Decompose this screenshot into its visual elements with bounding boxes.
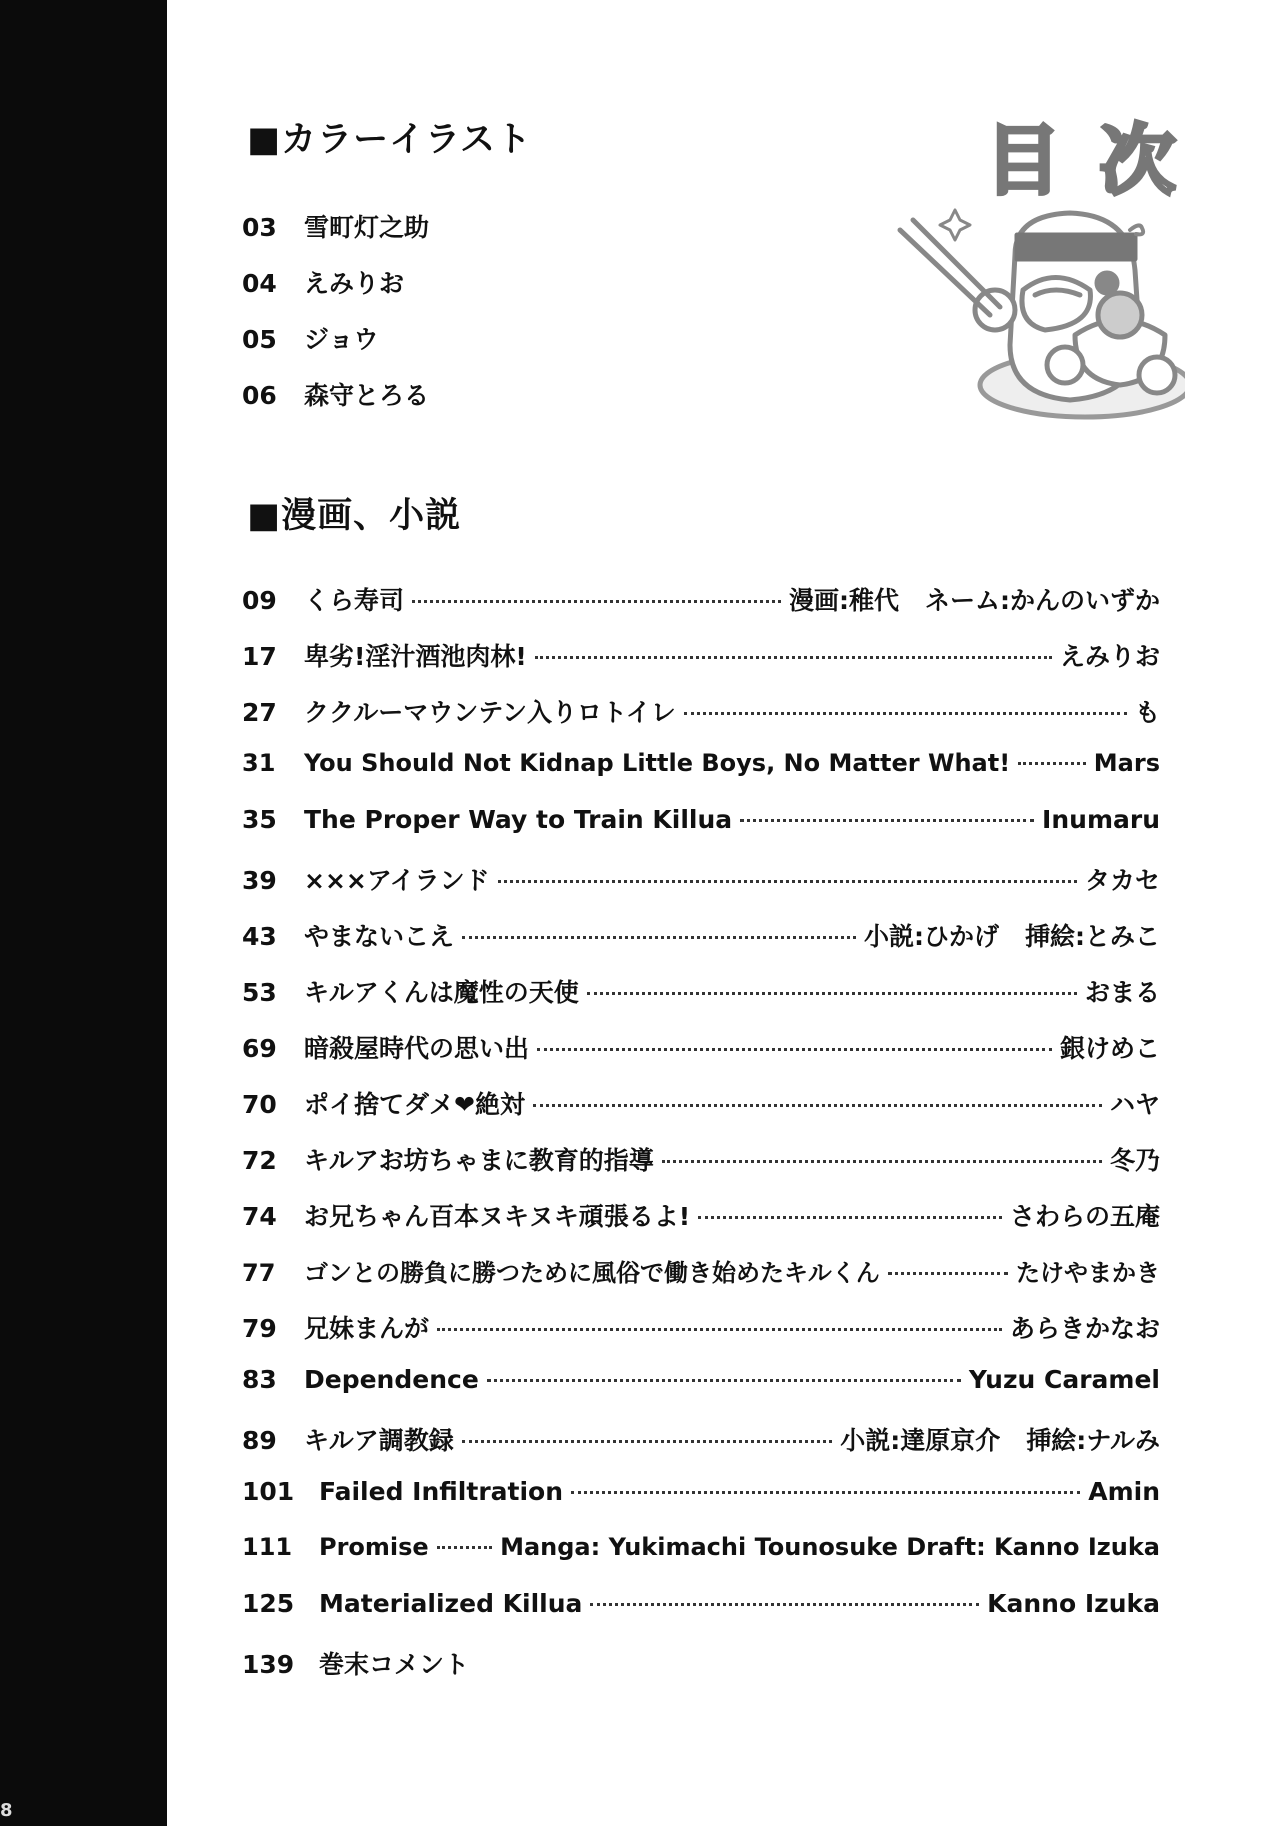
entry-title: やまないこえ: [304, 922, 455, 951]
dot-leader: [587, 991, 1077, 995]
artist-name: 雪町灯之助: [304, 213, 430, 242]
page-num: 39: [242, 866, 277, 895]
entry-title: Promise: [319, 1533, 429, 1561]
entry-title: お兄ちゃん百本ヌキヌキ頑張るよ!: [304, 1202, 691, 1231]
section-title-color-illustrations: [247, 112, 532, 162]
dot-leader: [437, 1327, 1002, 1331]
entry-author: タカセ: [1084, 866, 1160, 895]
toc-entry: [242, 637, 1160, 677]
entry-title: ククルーマウンテン入りロトイレ: [304, 698, 676, 727]
entry-author: 銀けめこ: [1059, 1034, 1160, 1063]
dot-leader: [684, 711, 1127, 715]
toc-entry: [242, 1645, 1160, 1685]
toc-entry: [242, 805, 1160, 845]
entry-title: くら寿司: [304, 586, 405, 615]
artist-name: えみりお: [304, 269, 405, 298]
entry-title: 巻末コメント: [319, 1650, 470, 1679]
toc-entry: [242, 1197, 1160, 1237]
color-item: [242, 208, 1160, 248]
page-num: 09: [242, 586, 277, 615]
dot-leader: [1018, 761, 1086, 765]
toc-entry: [242, 917, 1160, 957]
page-num: 101: [242, 1477, 295, 1506]
entry-author: Manga: Yukimachi Tounosuke Draft: Kanno Izuka: [500, 1533, 1160, 1561]
entry-title: キルアお坊ちゃまに教育的指導: [304, 1146, 654, 1175]
page-num: 77: [242, 1259, 276, 1287]
entry-author: ハヤ: [1109, 1090, 1160, 1119]
dot-leader: [462, 1439, 832, 1443]
toc-entry: [242, 1085, 1160, 1125]
entry-title: Materialized Killua: [319, 1589, 583, 1618]
page-num: 31: [242, 749, 276, 777]
dot-leader: [740, 818, 1034, 822]
entry-title: ゴンとの勝負に勝つために風俗で働き始めたキルくん: [304, 1259, 880, 1287]
page-num: 17: [242, 642, 277, 671]
toc-entry: [242, 1309, 1160, 1349]
entry-title: キルアくんは魔性の天使: [304, 978, 579, 1007]
entry-author: Yuzu Caramel: [968, 1365, 1160, 1394]
toc-entry: [242, 973, 1160, 1013]
entry-author: Kanno Izuka: [987, 1589, 1160, 1618]
left-black-margin: [0, 0, 167, 1826]
page-num: 111: [242, 1533, 293, 1561]
color-item: [242, 264, 1160, 304]
entry-author: さわらの五庵: [1009, 1202, 1160, 1231]
dot-leader: [462, 935, 856, 939]
color-item: [242, 376, 1160, 416]
entry-title: キルア調教録: [304, 1426, 454, 1455]
entry-author: Mars: [1093, 749, 1160, 777]
toc-entry: [242, 1141, 1160, 1181]
toc-entry: [242, 1533, 1160, 1573]
page-num: 139: [242, 1650, 295, 1679]
entry-title: 兄妹まんが: [304, 1314, 430, 1343]
page-num: 83: [242, 1365, 277, 1394]
entry-author: 冬乃: [1109, 1146, 1160, 1175]
toc-entry: [242, 861, 1160, 901]
page-num: 35: [242, 805, 277, 834]
toc-entry: [242, 1029, 1160, 1069]
dot-leader: [437, 1545, 492, 1549]
entry-author: Inumaru: [1042, 805, 1160, 834]
dot-leader: [498, 879, 1077, 883]
page-num: 43: [242, 922, 277, 951]
page-num: 05: [242, 325, 277, 354]
entry-title: ×××アイランド: [304, 866, 490, 895]
section-title-manga-novel: [247, 488, 461, 538]
toc-title: 目 次: [985, 116, 1182, 205]
entry-author: 漫画:稚代 ネーム:かんのいずか: [789, 586, 1160, 615]
page-num: 79: [242, 1314, 277, 1343]
entry-author: 小説:達原京介 挿絵:ナルみ: [840, 1426, 1160, 1455]
toc-entry: [242, 1421, 1160, 1461]
page-num: 74: [242, 1202, 277, 1231]
entry-author: あらきかなお: [1009, 1314, 1160, 1343]
page-num: 27: [242, 698, 277, 727]
entry-author: Amin: [1088, 1477, 1160, 1506]
dot-leader: [888, 1271, 1008, 1275]
toc-entry: [242, 693, 1160, 733]
dot-leader: [590, 1602, 979, 1606]
entry-author: たけやまかき: [1016, 1259, 1160, 1287]
entry-author: えみりお: [1059, 642, 1160, 671]
page-num: 06: [242, 381, 277, 410]
page-number: 8: [0, 1800, 13, 1821]
page-num: 04: [242, 269, 277, 298]
entry-author: おまる: [1084, 978, 1160, 1007]
dot-leader: [662, 1159, 1102, 1163]
page-num: 125: [242, 1589, 295, 1618]
toc-entry: [242, 1253, 1160, 1293]
section-title-text: ■漫画、小説: [247, 496, 462, 536]
entry-title: Failed Infiltration: [319, 1477, 564, 1506]
entry-title: Dependence: [304, 1365, 479, 1394]
section-title-text: ■カラーイラスト: [247, 120, 533, 160]
entry-title: The Proper Way to Train Killua: [304, 805, 733, 834]
entry-author: 小説:ひかげ 挿絵:とみこ: [864, 922, 1160, 951]
toc-entry: [242, 749, 1160, 789]
entry-title: You Should Not Kidnap Little Boys, No Matter What!: [304, 749, 1011, 777]
page-num: 72: [242, 1146, 277, 1175]
dot-leader: [698, 1215, 1002, 1219]
entry-author: も: [1134, 698, 1160, 727]
dot-leader: [571, 1490, 1080, 1494]
dot-leader: [412, 599, 781, 603]
toc-entry: [242, 1589, 1160, 1629]
color-item: [242, 320, 1160, 360]
entry-title: ポイ捨てダメ❤絶対: [304, 1090, 525, 1119]
toc-entry: [242, 1477, 1160, 1517]
page-num: 70: [242, 1090, 277, 1119]
toc-entry: [242, 581, 1160, 621]
page-num: 03: [242, 213, 277, 242]
dot-leader: [537, 1047, 1052, 1051]
page-num: 69: [242, 1034, 277, 1063]
dot-leader: [533, 1103, 1102, 1107]
dot-leader: [535, 655, 1052, 659]
artist-name: ジョウ: [304, 325, 379, 354]
artist-name: 森守とろる: [304, 381, 430, 410]
entry-title: 卑劣!淫汁酒池肉林!: [304, 642, 527, 671]
toc-entry: [242, 1365, 1160, 1405]
entry-title: 暗殺屋時代の思い出: [304, 1034, 530, 1063]
page-num: 89: [242, 1426, 277, 1455]
page-num: 53: [242, 978, 277, 1007]
dot-leader: [487, 1378, 961, 1382]
